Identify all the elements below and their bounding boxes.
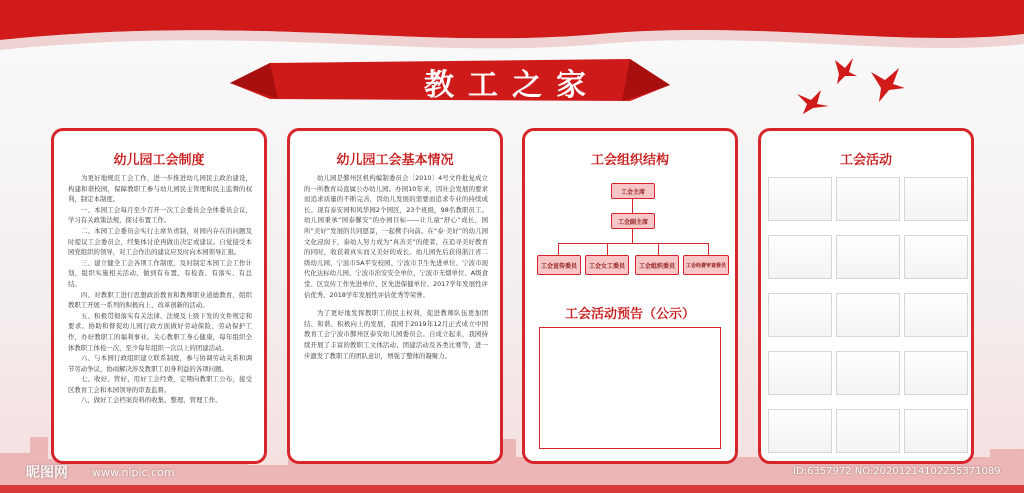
paragraph: 幼儿园是鄞州区机构编制委员会〔2010〕4号文件批复成立的一所教育局直属公办幼儿园。办园10年来，因社会发展的要求而追求质量的不断完善，因幼儿发展的需要而追求专业的持续成长。现有泰安园和风华园2个园区，23个班级，98名教职员工。幼儿园秉承“园泰馨安”的办园目标——让儿童“舒心”成长，园所“美好”发展的共同愿景，一起携手向前。在“泰·美好”的幼儿园文化浸润下，泰幼人努力成为“真善美”的使者，在追寻美好教育的同时，收获着真实而又美好的成长。幼儿园先后获得浙江省二级幼儿园、宁波市5A平安校园、宁波市卫生先进单位、宁波市现代化达标幼儿园、宁波市治安安全单位、宁波市无烟单位、A级食堂、区宣传工作先进单位、区先进保健单位、2017学年发展性评估优秀、2018学年发展性评估优秀等荣誉。: [304, 174, 488, 299]
photo-slot: [768, 409, 832, 453]
photo-slot: [836, 235, 900, 279]
watermark-brand: 昵图网: [26, 465, 68, 481]
org-connector: [558, 243, 559, 255]
photo-slot: [836, 409, 900, 453]
panel-org: [522, 128, 738, 464]
org-connector: [558, 243, 708, 244]
org-member: 工会女工委员: [585, 255, 629, 275]
paragraph: 七、收好、管好、用好工会经费，定期向教职工公布，接受区教育工会和本园领导的审查监督。: [68, 375, 252, 394]
org-vice-chairman: 工会副主席: [611, 213, 655, 229]
photo-slot: [836, 351, 900, 395]
org-connector: [607, 243, 608, 255]
org-member: 工会宣传委员: [537, 255, 581, 275]
org-connector: [658, 243, 659, 255]
panel-system: [51, 128, 267, 464]
org-connector: [632, 229, 633, 243]
photo-slot: [768, 235, 832, 279]
org-member: 工会经费审查委员: [683, 255, 729, 275]
page-title: 教工之家: [424, 68, 600, 103]
org-connector: [632, 199, 633, 213]
photo-slot: [836, 177, 900, 221]
photo-slot: [768, 177, 832, 221]
paragraph: 为更好地规范工会工作，进一步推进幼儿园民主政治建设，构建和谐校园，保障教职工参与幼儿园民主管理和民主监督的权利，制定本制度。: [68, 174, 252, 204]
panel-basic-title: 幼儿园工会基本情况: [336, 153, 454, 168]
doves-icon: [795, 50, 910, 115]
photo-slot: [904, 351, 968, 395]
paragraph: 五、积极贯彻落实有关法律、法规及上级下发的文件规定和要求。协助和督促幼儿园行政方面做好劳动保险、劳动保护工作，办好教职工的福利事业。关心教职工身心健康，每年组织全体教职工体检一次，至少每年组织一次以上的团建活动。: [68, 311, 252, 352]
photo-slot: [904, 409, 968, 453]
paragraph: 二、本园工会委员会实行主席负责制，对园内存在的问题及时提议工会委员会，经集体讨论再做出决定或建议。自觉接受本园党组织的领导，对工会作出的建议应及时向本园领导汇报。: [68, 226, 252, 257]
panel-activity-title: 工会活动: [839, 153, 892, 168]
photo-slot: [836, 293, 900, 337]
panel-system-title: 幼儿园工会制度: [113, 153, 205, 168]
paragraph: 一、本园工会每月至少召开一次工会委员会全体委员会议，学习有关政策法规，探讨布置工作。: [68, 205, 252, 225]
paragraph: 四、对教职工进行思想政治教育和教师职业道德教育，组织教职工开展一系列的积极向上、改革创新的活动。: [68, 290, 252, 310]
panel-org-title: 工会组织结构: [590, 153, 669, 168]
notice-board: [539, 327, 721, 449]
watermark-url: www.nipic.com: [92, 466, 175, 479]
org-chairman: 工会主席: [611, 183, 655, 199]
org-connector: [708, 243, 709, 255]
paragraph: 三、建立健全工会各项工作制度，及时制定本园工会工作计划，组织实施相关活动，做到有布置、有检查、有落实、有总结。: [68, 258, 252, 288]
photo-slot: [904, 293, 968, 337]
photo-slot: [768, 293, 832, 337]
panel-system-text: [68, 173, 252, 406]
watermark-id: ID:6357972 NO:20201214102255371089: [793, 466, 1001, 477]
paragraph: 八、做好工会档案资料的收集、整理、管理工作。: [81, 396, 222, 405]
panel-activity: [758, 128, 974, 464]
org-member: 工会组织委员: [635, 255, 679, 275]
photo-slot: [904, 177, 968, 221]
paragraph: 六、与本园行政组织建立联系制度，参与协调劳动关系和调节劳动争议，协商解决涉及教职工切身利益的各项问题。: [68, 354, 252, 373]
notice-title: 工会活动预告（公示）: [564, 307, 695, 322]
panel-basic: [287, 128, 503, 464]
panel-basic-text: [304, 173, 488, 361]
paragraph: 为了更好地发挥教职工的民主权利，促进教师队伍更加团结、和谐、积极向上的发展，我园于2019年12月正式成立中国教育工会宁波市鄞州区泰安幼儿园委员会。自成立起来，我园持续开展了丰富的教职工文体活动、团建活动及各类比赛等，进一步激发了教职工的团队意识，增强了整体的凝聚力。: [304, 309, 488, 360]
photo-slot: [768, 351, 832, 395]
photo-slot: [904, 235, 968, 279]
